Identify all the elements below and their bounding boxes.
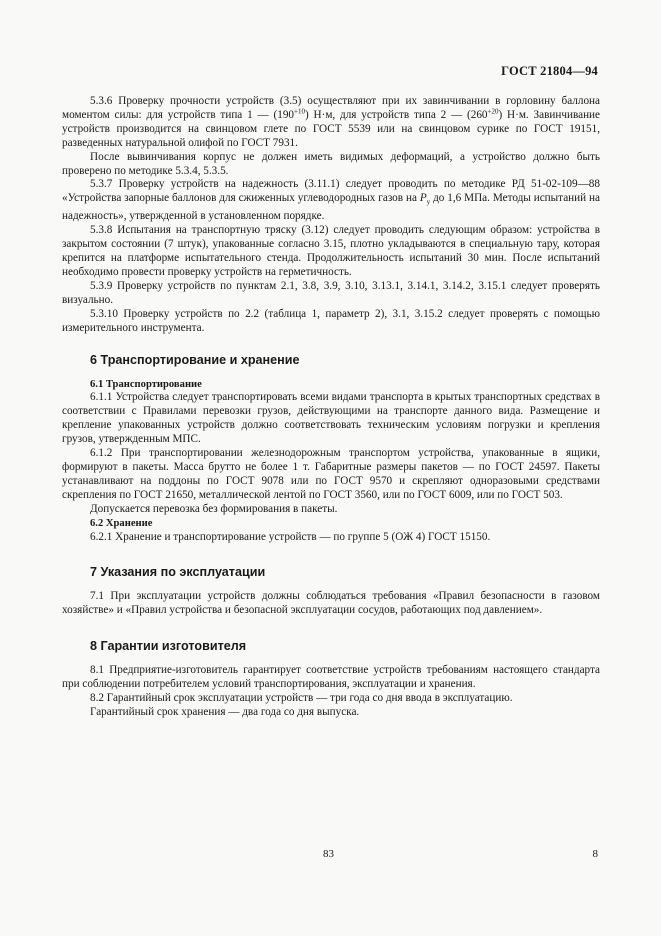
paragraph-8-2: 8.2 Гарантийный срок эксплуатации устройств — три года со дня ввода в эксплуатацию. [90,691,513,704]
subsection-6-2-title: 6.2 Хранение [90,517,153,529]
paragraph-8-1: 8.1 Предприятие-изготовитель гарантирует соответствие устройств требованиям настоящего стандарта при соблюдении потребителем условий транспортирования, эксплуатации и хранения. [62,664,600,690]
page-number-center: 83 [323,848,334,860]
paragraph-5-3-6: 5.3.6 Проверку прочности устройств (3.5) осуществляют при их завинчивании в горловину баллона моментом силы: для устройств типа 1 — $(190^{+10})$ Н·м, для устройств типа 2 — $(260^{+20})$ Н·м. Завинчивание устройств производится на свинцовом глете по ГОСТ 5539 или на свинцовом сурике по ГОСТ 19151, разведенных натуральной олифой по ГОСТ 7931. [62,95,601,149]
paragraph-allowed: Допускается перевозка без формирования в пакеты. [90,502,338,515]
document-body [62,95,600,720]
document-id: ГОСТ 21804—94 [501,64,598,78]
section-8-title: 8 Гарантии изготовителя [90,639,247,654]
paragraph-6-1-1: 6.1.1 Устройства следует транспортировать всеми видами транспорта в крытых транспортных средствах в соответствии с Правилами перевозки грузов, действующими на транспорте данного вида. Размещение и крепление упакованных устройств должно соответствовать техническим условиям погрузки и крепления грузов, утвержденным МПС. [62,391,600,446]
section-7-title: 7 Указания по эксплуатации [90,565,266,580]
paragraph-storage: Гарантийный срок хранения — два года со дня выпуска. [90,705,360,718]
paragraph-5-3-9: 5.3.9 Проверку устройств по пунктам 2.1, 3.8, 3.9, 3.10, 3.13.1, 3.14.1, 3.14.2, 3.15.1 следует проверять визуально. [62,280,600,306]
paragraph-6-2-1: 6.2.1 Хранение и транспортирование устройств — по группе 5 (ОЖ 4) ГОСТ 15150. [90,530,491,543]
paragraph-after-unscrew: После вывинчивания корпус не должен иметь видимых деформаций, а устройство должно быть проверено по методике 5.3.4, 5.3.5. [62,150,600,177]
paragraph-7-1: 7.1 При эксплуатации устройств должны соблюдаться требования «Правил безопасности в газовом хозяйстве» и «Правил устройства и безопасной эксплуатации сосудов, работающих под давлением». [62,590,600,617]
section-6-title: 6 Транспортирование и хранение [90,352,300,367]
page-number-right: 8 [592,848,598,860]
paragraph-5-3-10: 5.3.10 Проверку устройств по 2.2 (таблица 1, параметр 2), 3.1, 3.15.2 следует проверять с помощью измерительного инструмента. [62,307,600,334]
paragraph-6-1-2: 6.1.2 При транспортировании железнодорожным транспортом устройства, упакованные в ящики, формируют в пакеты. Масса брутто не более 1 т. Габаритные размеры пакетов — по ГОСТ 24597. Пакеты устанавливают на поддоны по ГОСТ 9078 или по ГОСТ 9570 и скрепляют одноразовыми средствами скрепления по ГОСТ 21650, металлической лентой по ГОСТ 3560, или по ГОСТ 6009, или по ГОСТ 503. [62,447,600,501]
paragraph-5-3-8: 5.3.8 Испытания на транспортную тряску (3.12) следует проводить следующим образом: устройства в закрытом состоянии (7 штук), упакованные согласно 3.15, плотно укладываются в специальную тару, которая крепится на платформе испытательного стенда. Продолжительность испытаний 30 мин. После испытаний необходимо провести проверку устройств на герметичность. [62,224,600,279]
subsection-6-1-title: 6.1 Транспортирование [90,378,202,390]
paragraph-5-3-7: 5.3.7 Проверку устройств на надежность (3.11.1) следует проводить по методике РД 51-02-109—88 «Устройства запорные баллонов для сжиженных углеводородных газов на $P_y$ до 1,6 МПа. Методы испытаний на надежность», утвержденной в установленном порядке. [62,178,600,223]
